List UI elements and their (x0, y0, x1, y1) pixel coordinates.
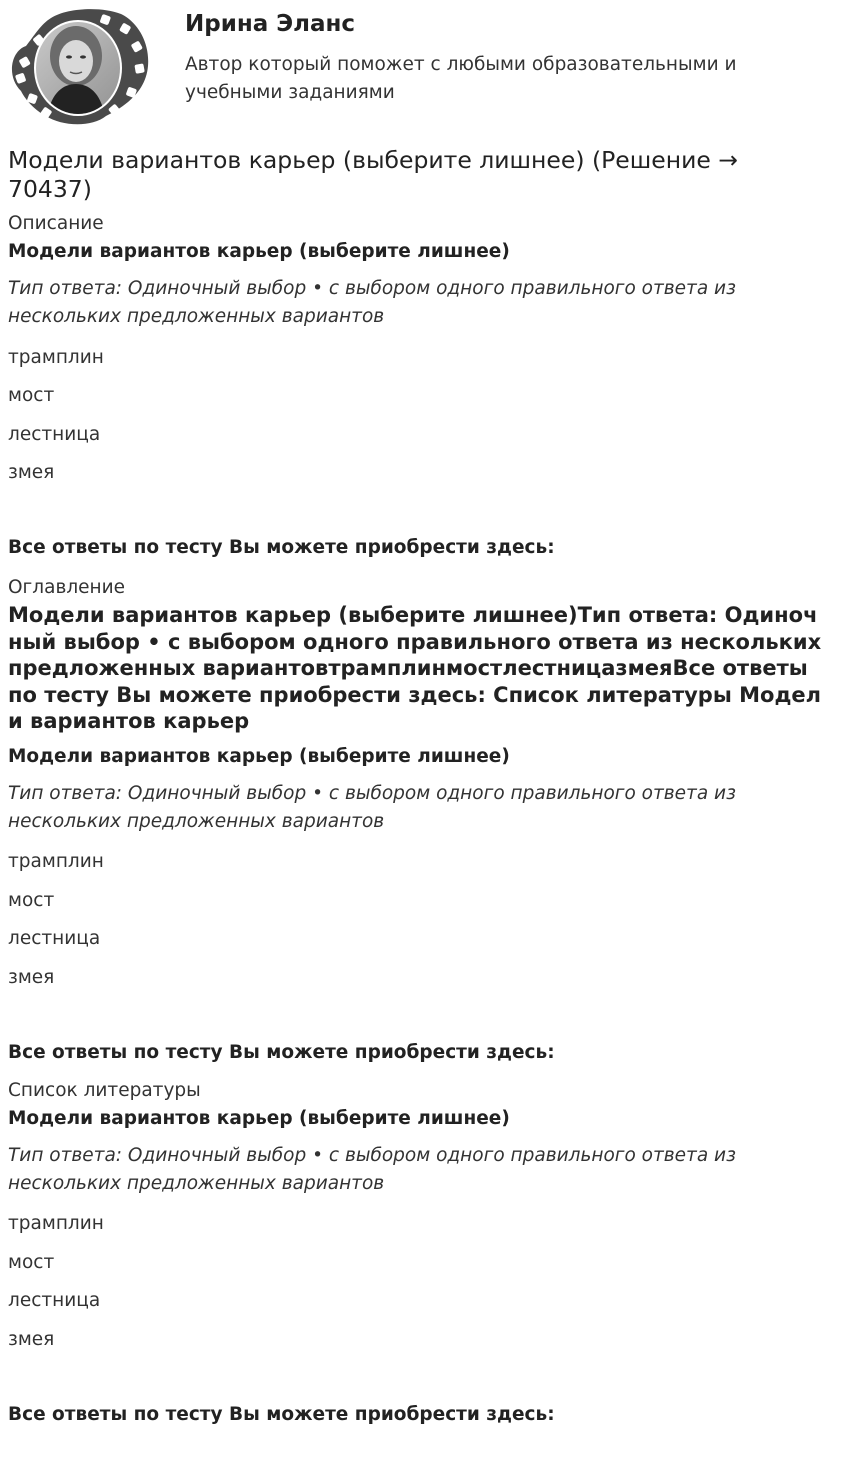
toc-text: Модели вариантов карьер (выберите лишнее)Тип ответа: Одиночный выбор • с выбором одного правильного ответа из нескольких предложенных вариантовтрамплинмостлестницазмеяВсе ответы по тесту Вы можете приобрести здесь: Список литературы Модели вариантов карьер (8, 603, 822, 733)
answer-option: лестница (8, 423, 101, 445)
author-avatar-icon (6, 6, 152, 128)
literature-section-label: Список литературы (8, 1079, 201, 1101)
avatar[interactable] (6, 6, 152, 128)
question-block-description (8, 240, 823, 560)
answer-option: лестница (8, 928, 101, 949)
author-header (0, 0, 847, 140)
answer-type: Тип ответа: Одиночный выбор • с выбором одного правильного ответа из нескольких предложенных вариантов (8, 782, 736, 832)
answer-option: трамплин (8, 851, 104, 872)
answer-option: змея (8, 462, 55, 483)
answer-option: мост (8, 889, 55, 911)
buy-answers-text: Все ответы по тесту Вы можете приобрести здесь: (8, 1041, 555, 1063)
buy-answers-text: Все ответы по тесту Вы можете приобрести здесь: (8, 537, 555, 558)
answer-option: мост (8, 385, 55, 406)
author-name[interactable]: Ирина Эланс (185, 11, 356, 37)
answer-option: змея (8, 966, 55, 988)
page-title: Модели вариантов карьер (выберите лишнее) (Решение → 70437) (8, 146, 738, 203)
question-title: Модели вариантов карьер (выберите лишнее) (8, 745, 510, 767)
description-section-label: Описание (8, 213, 104, 234)
answer-type: Тип ответа: Одиночный выбор • с выбором одного правильного ответа из нескольких предложенных вариантов (8, 278, 736, 327)
answer-type: Тип ответа: Одиночный выбор • с выбором одного правильного ответа из нескольких предложенных вариантов (8, 1144, 736, 1194)
question-title: Модели вариантов карьер (выберите лишнее) (8, 241, 510, 262)
answer-option: трамплин (8, 1213, 104, 1234)
toc-section-label: Оглавление (8, 577, 126, 598)
answer-option: змея (8, 1328, 55, 1350)
question-block-toc (8, 745, 823, 1065)
answer-option: лестница (8, 1290, 101, 1311)
answer-option: мост (8, 1251, 55, 1273)
main-content (8, 146, 823, 1427)
buy-answers-text: Все ответы по тесту Вы можете приобрести здесь: (8, 1403, 555, 1425)
question-title: Модели вариантов карьер (выберите лишнее) (8, 1107, 510, 1129)
answer-option: трамплин (8, 346, 104, 368)
question-block-literature (8, 1107, 823, 1427)
author-description: Автор который поможет с любыми образовательными и учебными заданиями (185, 54, 737, 103)
